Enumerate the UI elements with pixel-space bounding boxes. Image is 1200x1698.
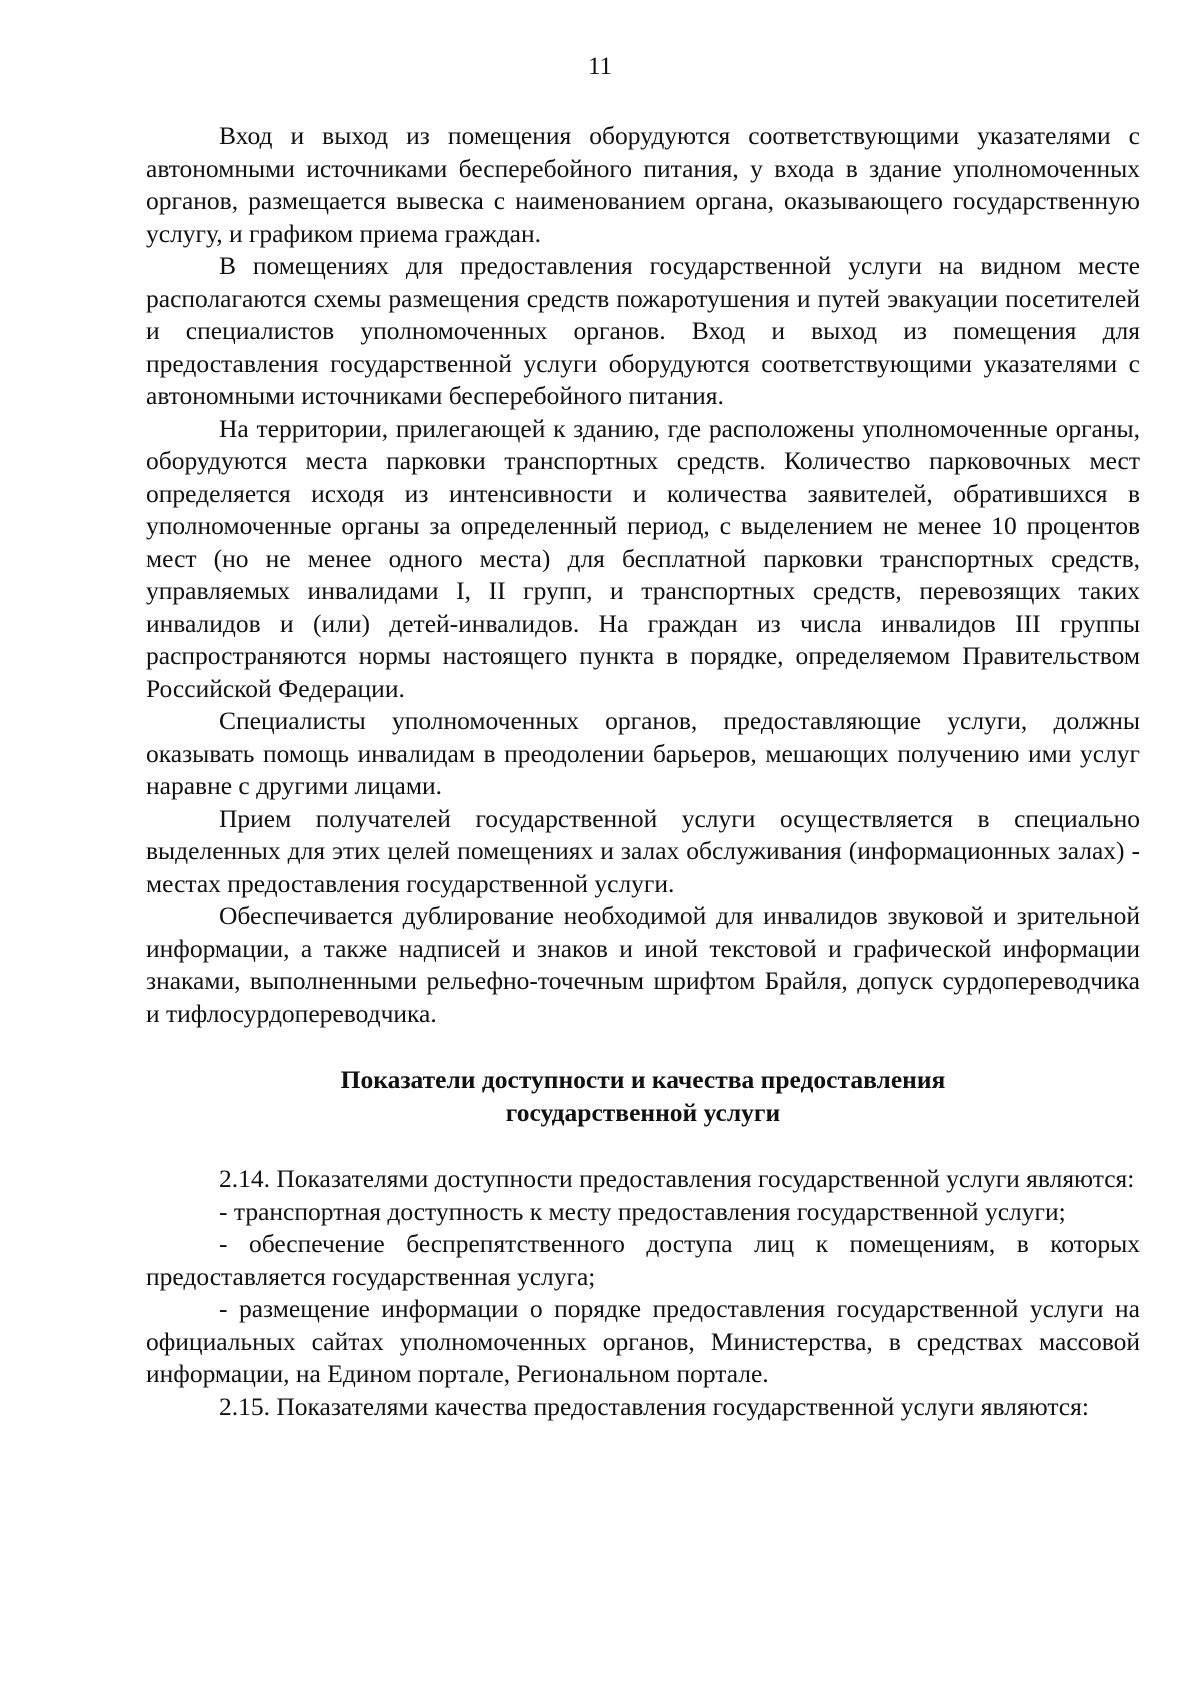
- page-number: 11: [587, 53, 613, 80]
- list-item-unobstructed-access: - обеспечение беспрепятственного доступа лиц к помещениям, в которых предоставляется государственная услуга;: [146, 1229, 1140, 1291]
- paragraph-information-duplication: Обеспечивается дублирование необходимой для инвалидов звуковой и зрительной информации, а также надписей и знаков и иной текстовой и графической информации знаками, выполненными рельефно-точечным шрифтом Брайля, допуск сурдопереводчика и тифлосурдопереводчика.: [146, 901, 1140, 1028]
- list-item-transport-accessibility: - транспортная доступность к месту предоставления государственной услуги;: [219, 1196, 1066, 1226]
- paragraph-2-14: 2.14. Показателями доступности предоставления государственной услуги являются:: [219, 1164, 1135, 1193]
- paragraph-parking: На территории, прилегающей к зданию, где расположены уполномоченные органы, оборудуются места парковки транспортных средств. Количество парковочных мест определяется исходя из интенсивности и количества заявителей, обратившихся в уполномоченные органы за определенный период, с выделением не менее 10 процентов мест (но не менее одного места) для бесплатной парковки транспортных средств, управляемых инвалидами I, II групп, и транспортных средств, перевозящих таких инвалидов и (или) детей-инвалидов. На граждан из числа инвалидов III группы распространяются нормы настоящего пункта в порядке, определяемом Правительством Российской Федерации.: [146, 413, 1140, 703]
- section-heading-line-1: Показатели доступности и качества предоставления: [340, 1065, 946, 1094]
- list-item-information-placement: - размещение информации о порядке предоставления государственной услуги на официальных сайтах уполномоченных органов, Министерства, в средствах массовой информации, на Едином портале, Региональном портале.: [146, 1294, 1140, 1388]
- paragraph-specialists-assistance: Специалисты уполномоченных органов, предоставляющие услуги, должны оказывать помощь инвалидам в преодолении барьеров, мешающих получению ими услуг наравне с другими лицами.: [146, 706, 1140, 800]
- section-heading-line-2: государственной услуги: [505, 1098, 781, 1127]
- paragraph-entrance-exit: Вход и выход из помещения оборудуются соответствующими указателями с автономными источниками бесперебойного питания, у входа в здание уполномоченных органов, размещается вывеска с наименованием органа, оказывающего государственную услугу, и графиком приема граждан.: [146, 121, 1140, 248]
- paragraph-2-15: 2.15. Показателями качества предоставления государственной услуги являются:: [219, 1391, 1089, 1421]
- paragraph-fire-evacuation: В помещениях для предоставления государственной услуги на видном месте располагаются схемы размещения средств пожаротушения и путей эвакуации посетителей и специалистов уполномоченных органов. Вход и выход из помещения для предоставления государственной услуги оборудуются соответствующими указателями с автономными источниками бесперебойного питания.: [146, 251, 1140, 410]
- section-heading: [146, 1063, 1140, 1129]
- paragraph-reception-premises: Прием получателей государственной услуги осуществляется в специально выделенных для этих целей помещениях и залах обслуживания (информационных залах) - местах предоставления государственной услуги.: [146, 803, 1140, 898]
- document-body: [146, 120, 1140, 1423]
